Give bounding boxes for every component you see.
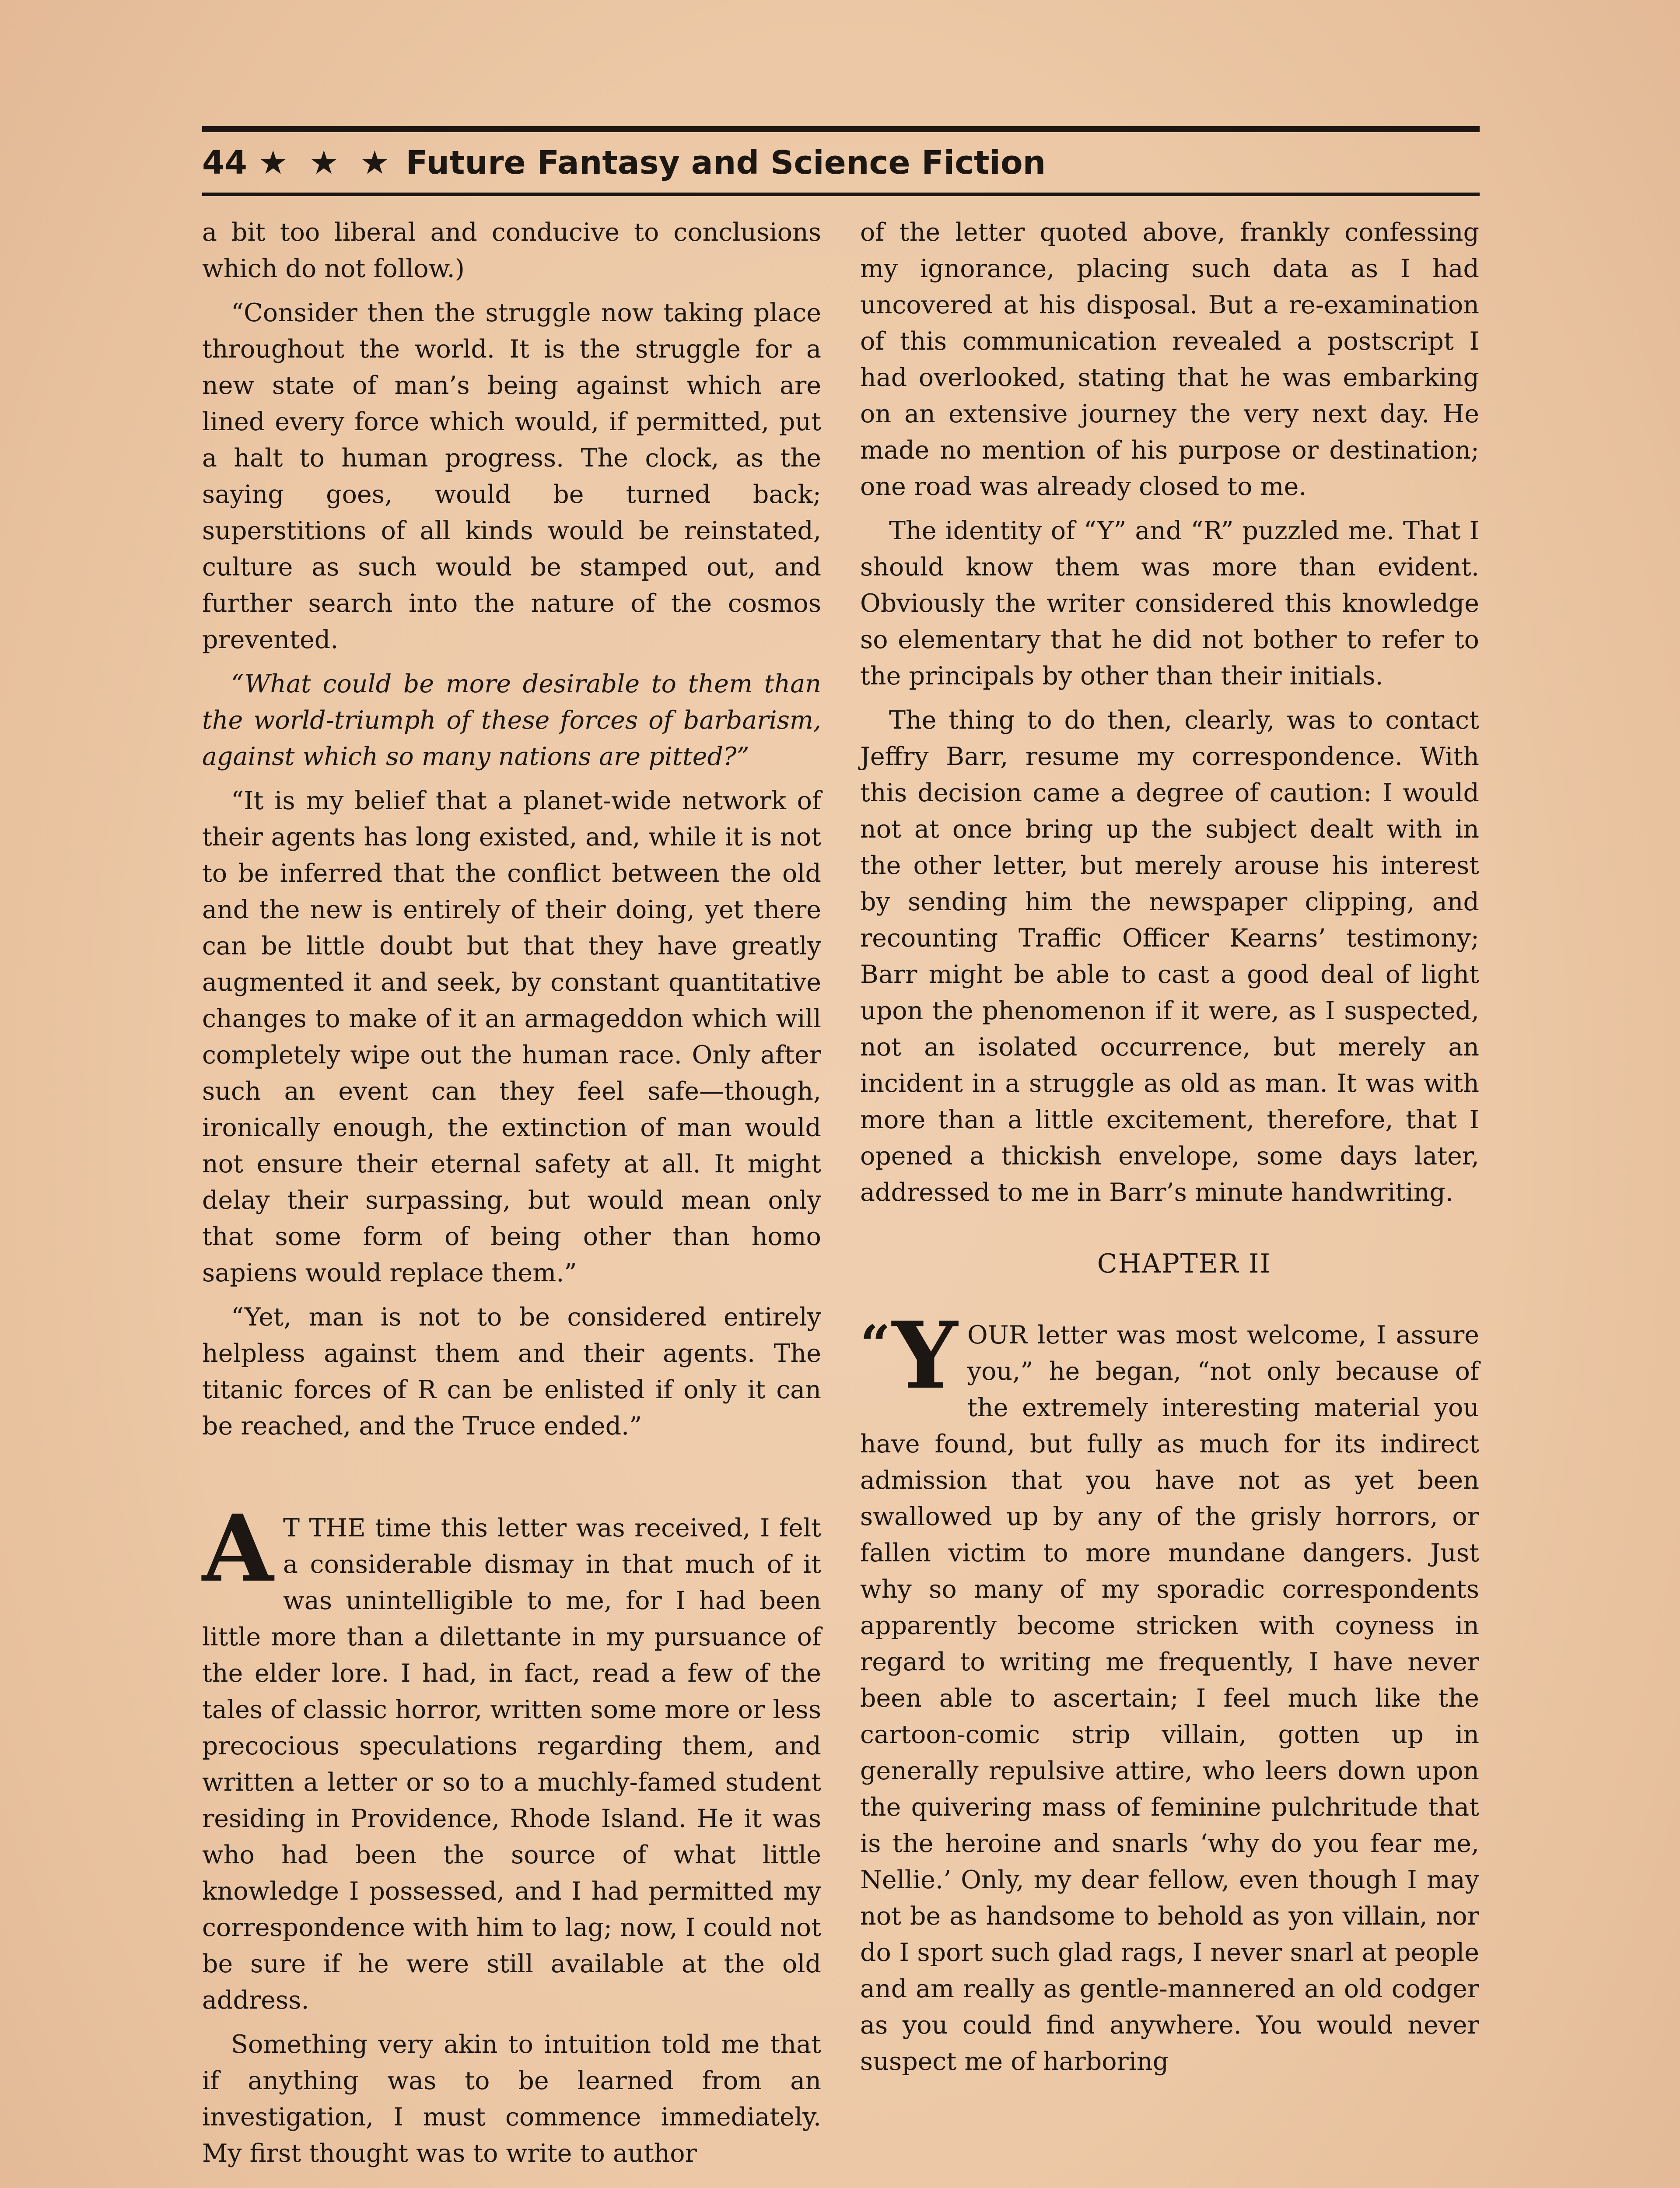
right-column: [860, 214, 1479, 2088]
paragraph: “Yet, man is not to be considered entirely helpless against them and their agents. The titanic forces of R can be enlisted if only it can be reached, and the Truce ended.”: [202, 1303, 821, 1441]
left-column: [202, 214, 821, 2180]
paragraph: “Consider then the struggle now taking place throughout the world. It is the struggle for a new state of man’s being against which are lined every force which would, if permitted, put a halt to human progress. The clock, as the saying goes, would be turned back; superstitions of all kinds would be reinstated, culture as such would be stamped out, and further search into the nature of the cosmos prevented.: [202, 298, 821, 654]
section-opening-paragraph: [202, 1494, 821, 2019]
header-rule-bottom: [202, 193, 1480, 196]
paragraph: a bit too liberal and conducive to conclusions which do not follow.): [202, 218, 821, 283]
header-rule-top: [202, 126, 1480, 132]
drop-cap-letter: Y: [892, 1301, 958, 1410]
star-icons: ★ ★ ★: [258, 144, 395, 182]
drop-cap-y: [860, 1301, 958, 1410]
italic-quote-paragraph: “What could be more desirable to them than the world-triumph of these forces of barbarism, against which so many nations are pitted?”: [202, 670, 821, 771]
paragraph: The thing to do then, clearly, was to contact Jeffry Barr, resume my correspondence. With this decision came a degree of caution: I would not at once bring up the subject dealt with in the other letter, but merely arouse his interest by sending him the newspaper clipping, and recounting Traffic Officer Kearns’ testimony; Barr might be able to cast a good deal of light upon the phenomenon if it were, as I suspected, not an isolated occurrence, but merely an incident in a struggle as old as man. It was with more than a little excitement, therefore, that I opened a thickish envelope, some days later, addressed to me in Barr’s minute handwriting.: [860, 706, 1479, 1207]
paragraph-text: OUR letter was most welcome, I assure you,” he began, “not only because of the extremely interesting material you have found, but fully as much for its indirect admission that you have not as yet been swallowed up by any of the grisly horrors, or fallen victim to more mundane dangers. Just why so many of my sporadic correspondents apparently become stricken with coyness in regard to writing me frequently, I have never been able to ascertain; I feel much like the cartoon-comic strip villain, gotten up in generally repulsive attire, who leers down upon the quivering mass of feminine pulchritude that is the heroine and snarls ‘why do you fear me, Nellie.’ Only, my dear fellow, even though I may not be as handsome to behold as yon villain, nor do I sport such glad rags, I never snarl at people and am really as gentle-mannered an old codger as you could find anywhere. You would never suspect me of harboring: [860, 1321, 1479, 2076]
chapter-opening-paragraph: [860, 1301, 1479, 2080]
magazine-title: Future Fantasy and Science Fiction: [406, 144, 1046, 182]
drop-cap-quote-mark: “: [860, 1314, 891, 1375]
paragraph-text: T THE time this letter was received, I felt a considerable dismay in that much of it was unintelligible to me, for I had been little more than a dilettante in my pursuance of the elder lore. I had, in fact, read a few of the tales of classic horror, written some more or less precocious speculations regarding them, and written a letter or so to a muchly-famed student residing in Providence, Rhode Island. He it was who had been the source of what little knowledge I possessed, and I had permitted my correspondence with him to lag; now, I could not be sure if he were still available at the old address.: [202, 1514, 821, 2015]
drop-cap-a: A: [202, 1494, 273, 1602]
paragraph: Something very akin to intuition told me that if anything was to be learned from an investigation, I must commence immediately. My first thought was to write to author: [202, 2030, 821, 2168]
paragraph: of the letter quoted above, frankly confessing my ignorance, placing such data as I had uncovered at his disposal. But a re-examination of this communication revealed a postscript I had overlooked, stating that he was embarking on an extensive journey the very next day. He made no mention of his purpose or destination; one road was already closed to me.: [860, 218, 1479, 501]
paragraph: “It is my belief that a planet-wide network of their agents has long existed, and, while it is not to be inferred that the conflict between the old and the new is entirely of their doing, yet there can be little doubt but that they have greatly augmented it and seek, by constant quantitative changes to make of it an armageddon which will completely wipe out the human race. Only after such an event can they feel safe—though, ironically enough, the extinction of man would not ensure their eternal safety at all. It might delay their surpassing, but would mean only that some form of being other than homo sapiens would replace them.”: [202, 786, 821, 1287]
chapter-heading: CHAPTER II: [1097, 1248, 1271, 1279]
page-number: 44: [202, 144, 247, 182]
running-header: [202, 138, 1480, 187]
paragraph: The identity of “Y” and “R” puzzled me. That I should know them was more than evident. Obviously the writer considered this knowledge so elementary that he did not bother to refer to the principals by other than their initials.: [860, 516, 1479, 691]
